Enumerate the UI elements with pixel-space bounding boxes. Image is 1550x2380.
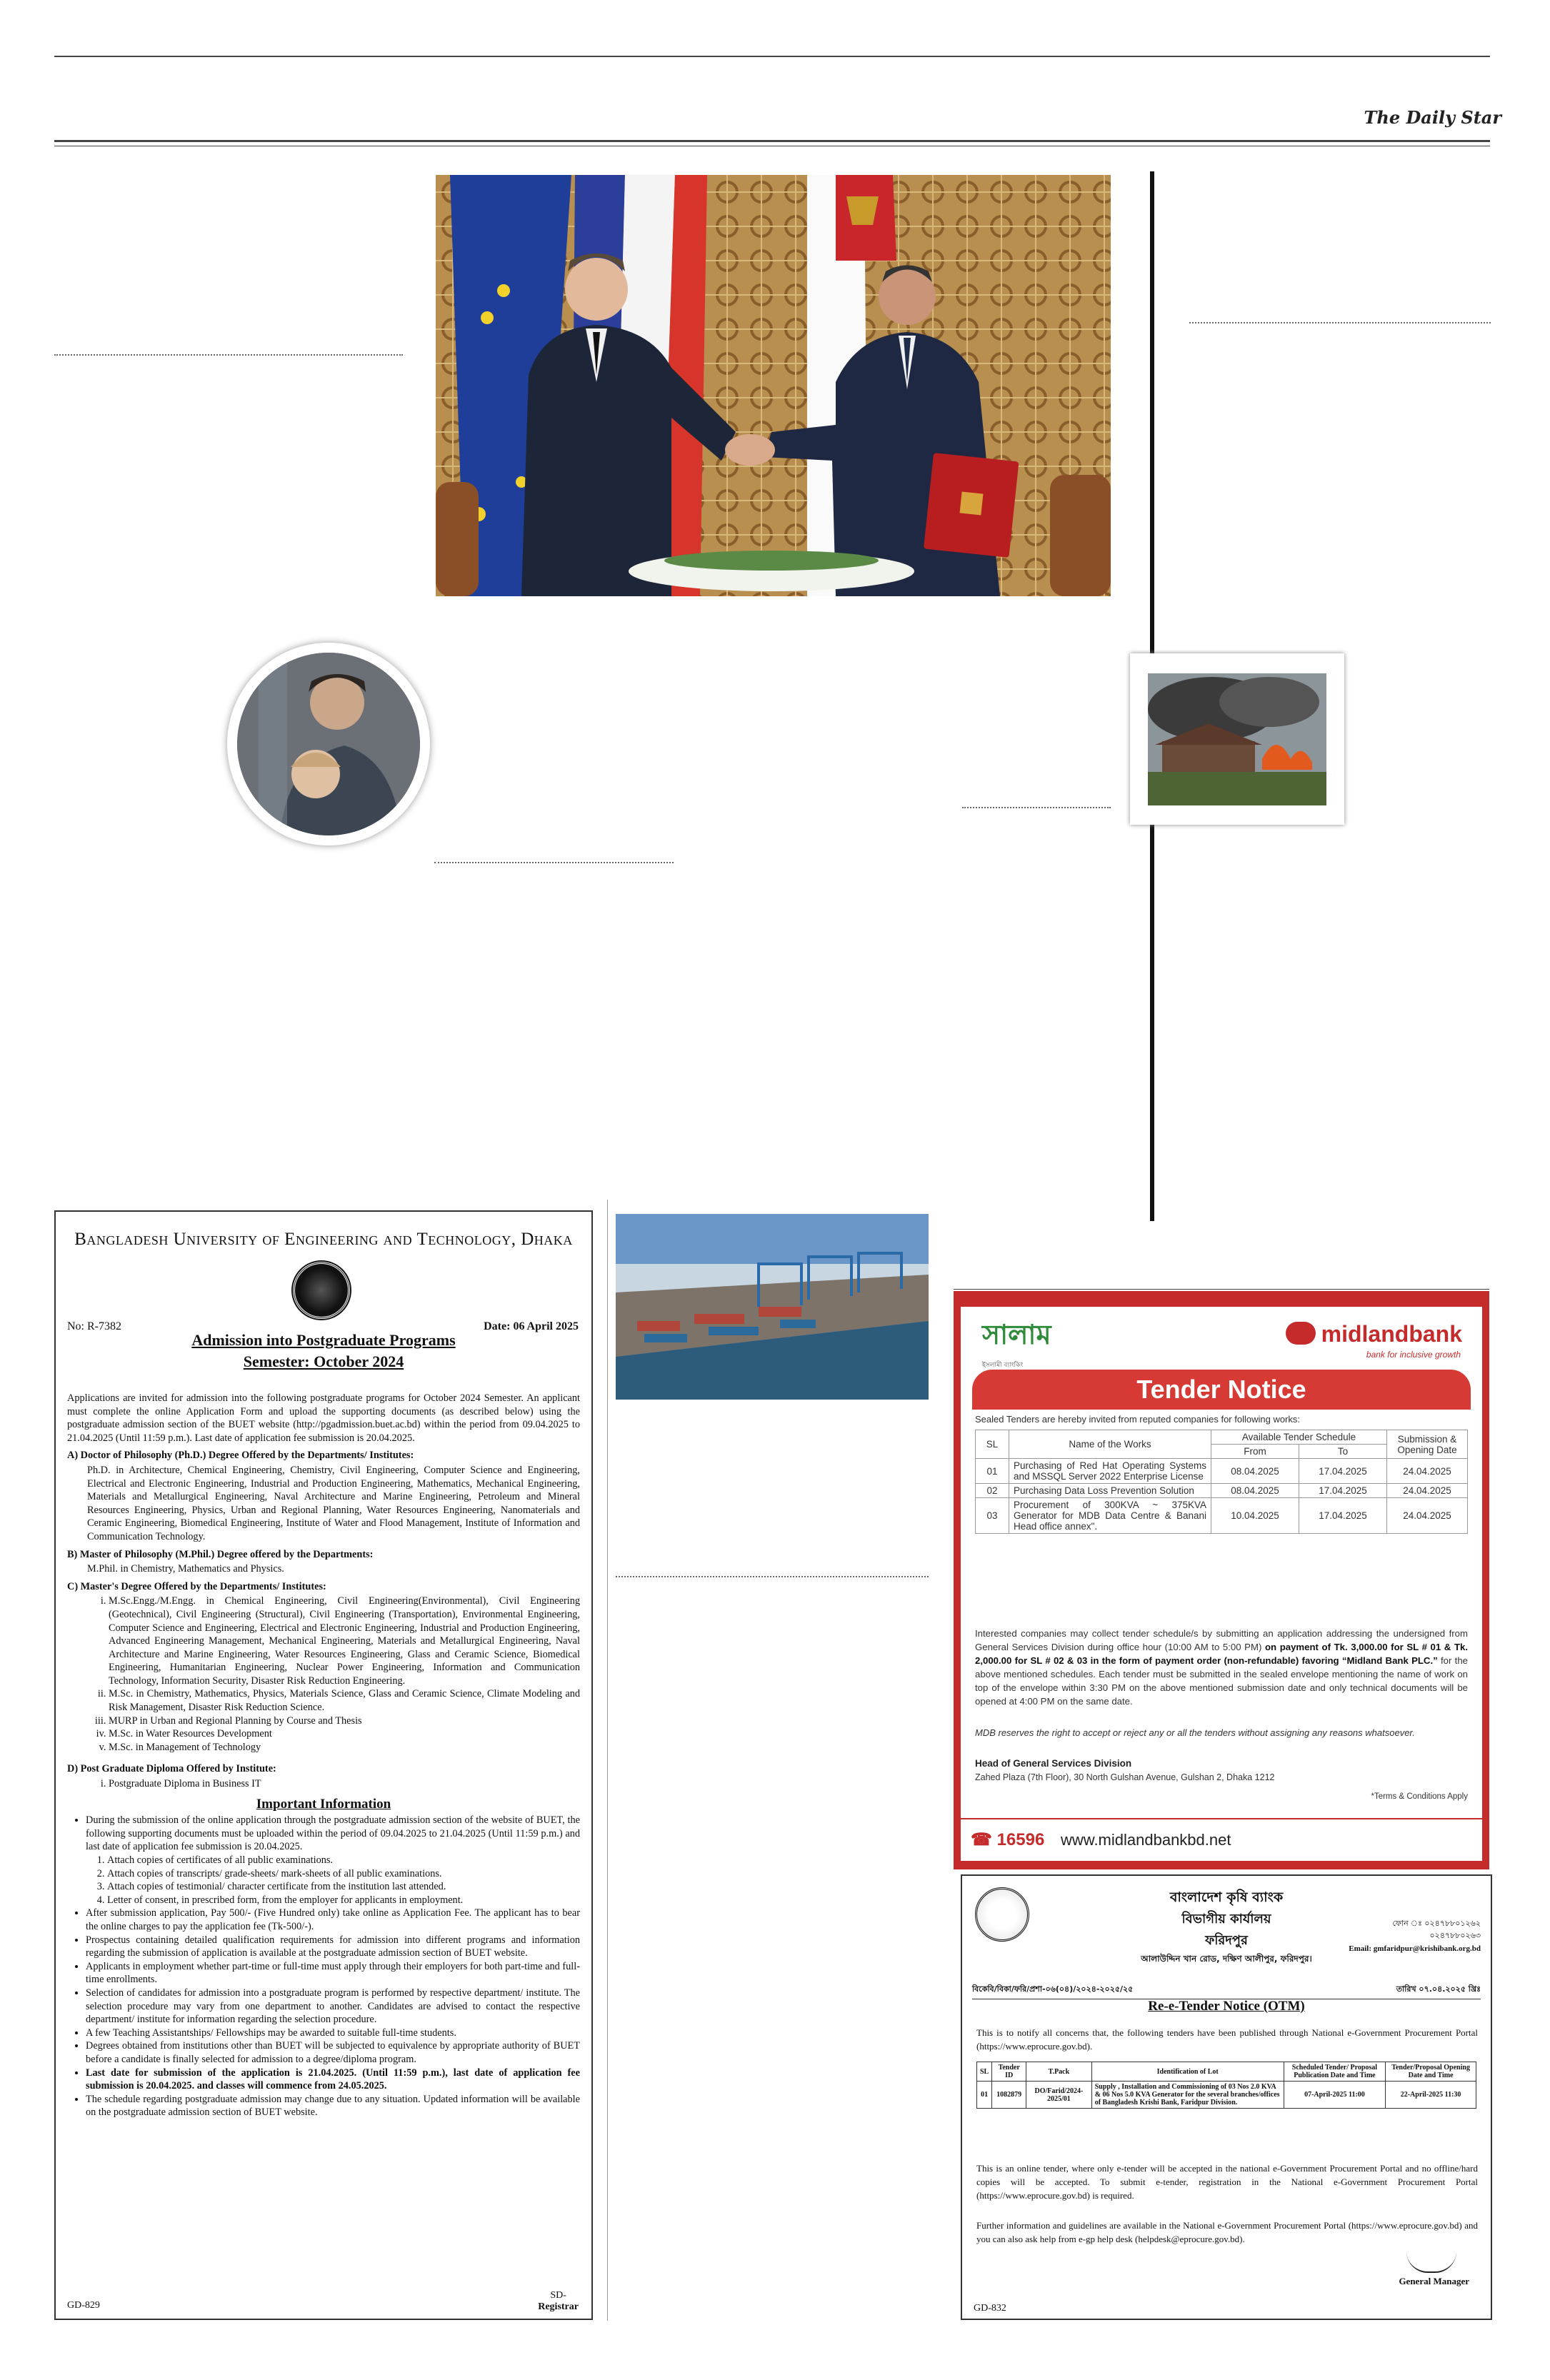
university-name: Bangladesh University of Engineering and Technology, Dhaka: [74, 1230, 573, 1249]
section-d-list: [87, 1777, 580, 1791]
title-line-1: Admission into Postgraduate Programs: [191, 1331, 456, 1349]
ad-body: [67, 1392, 580, 2119]
tender-table: [975, 1430, 1468, 1534]
col-header: Identification of Lot: [1091, 2062, 1284, 2082]
col-header: SL: [976, 1430, 1009, 1459]
cell: 17.04.2025: [1299, 1459, 1387, 1484]
list-item: • After submission application, Pay 500/- (Five Hundred only) take online as Application Fee. The applicant has to bear the online charges to pay the application fee (Tk-500/-).: [86, 1907, 580, 1933]
top-rule: [54, 56, 1490, 57]
phone-icon: ☎: [971, 1830, 992, 1849]
important-title: Important Information: [256, 1796, 391, 1812]
midland-footer: [961, 1818, 1482, 1861]
list-item: [86, 1814, 580, 1907]
list-item: • Prospectus containing detailed qualification requirements for admission into different programs and information regarding the submission of application is available at the postgraduate admission section of BUET website.: [86, 1934, 580, 1960]
cell: Purchasing Data Loss Prevention Solution: [1009, 1484, 1211, 1498]
islamic-logo-text: সালাম: [982, 1318, 1051, 1350]
tender-instructions: [975, 1627, 1468, 1708]
col-header: Submission & Opening Date: [1387, 1430, 1468, 1459]
divider: [962, 807, 1111, 808]
notice-intro: This is to notify all concerns that, the following tenders have been published through National e-Government Procurement Portal (https://www.eprocure.gov.bd).: [976, 2027, 1478, 2052]
phone-2: ০২৪৭৮৮০২৬৩: [1429, 1931, 1481, 1940]
list-item-text: During the submission of the online application through the postgraduate admission section of the website of BUET, the following supporting documents must be uploaded within the period of 09.04.2025 to 21.04.2025 (Until 11:59 p.m.) and last date of application fee submission is 20.04.2025.: [86, 1814, 580, 1853]
midland-ad-inner: [961, 1307, 1482, 1861]
reserve-clause: MDB reserves the right to accept or reject any or all the tenders without assigning any reasons whatsoever.: [975, 1727, 1415, 1738]
midland-logo-icon: [1286, 1322, 1316, 1345]
section-a-title: A) Doctor of Philosophy (Ph.D.) Degree Offered by the Departments/ Institutes:: [67, 1450, 414, 1462]
further-info-paragraph: Further information and guidelines are available in the National e-Government Procurement Portal (https://www.eprocure.gov.bd) and you can also ask help from e-gp help desk (helpdesk@eprocure.gov.bd).: [976, 2220, 1478, 2244]
divider: [54, 354, 403, 356]
re-tender-table: [976, 2062, 1476, 2109]
tender-intro: Sealed Tenders are hereby invited from reputed companies for following works:: [975, 1414, 1300, 1425]
col-header: Available Tender Schedule: [1211, 1430, 1387, 1445]
list-item: v. M.Sc. in Management of Technology: [109, 1741, 580, 1754]
section-a-body: Ph.D. in Architecture, Chemical Engineering, Chemistry, Civil Engineering, Computer Science and Engineering, Electrical and Electronic Engineering, Industrial and Production Engineering, Mathematics, Mechanical Engineering, Materials and Metallurgical Engineering, Naval Architecture and Marine Engineering, Petroleum and Mineral Resources Engineering, Physics, Urban and Regional Planning, Water Resources Engineering, Nanomaterials and Ceramic Engineering, Biomedical Engineering, Institute of Water and Flood Management, Institute of Information and Communication Technology.: [87, 1464, 580, 1542]
midland-brand: [1286, 1321, 1462, 1347]
column-separator-lower: [607, 1200, 608, 2321]
col-header: SL: [977, 2062, 992, 2082]
list-item: • The schedule regarding postgraduate admission may change due to any situation. Updated information will be available on the postgraduate admission section of BUET website.: [86, 2093, 580, 2119]
list-item: i. M.Sc.Engg./M.Engg. in Chemical Engineering, Civil Engineering(Environmental), Civil Engineering (Geotechnical), Civil Engineering (Structural), Civil Engineering (Transportation), Environmental Engineering, Computer Science and Engineering, Electrical and Electronic Engineering, Industrial and Production Engineering, Advanced Engineering Management, Mechanical Engineering, Materials and Metallurgical Engineering, Naval Architecture and Marine Engineering, Water Resources Engineering, Glass and Ceramic Science, Biomedical Engineering, Humanitarian Engineering, Nuclear Power Engineering, Information and Communication Technology, Information Security, Disaster Risk Reduction Engineering.: [109, 1595, 580, 1687]
cell: Procurement of 300KVA ~ 375KVA Generator for MDB Data Centre & Banani Head office annex".: [1009, 1498, 1211, 1534]
krishi-bank-tender-ad: [961, 1874, 1492, 2320]
title-line-2: Semester: October 2024: [243, 1352, 404, 1370]
handshake-photo: [436, 175, 1111, 596]
section-b-body: M.Phil. in Chemistry, Mathematics and Physics.: [87, 1563, 284, 1575]
islamic-banking-logo: [982, 1314, 1061, 1369]
address: Zahed Plaza (7th Floor), 30 North Gulshan Avenue, Gulshan 2, Dhaka 1212: [975, 1772, 1275, 1782]
list-item: iii. MURP in Urban and Regional Planning by Course and Thesis: [109, 1714, 580, 1728]
city-name: ফরিদপুর: [1205, 1933, 1248, 1948]
signature-sd: SD-: [550, 2290, 566, 2301]
important-list: [67, 1814, 580, 2119]
list-item: • A few Teaching Assistantships/ Fellowships may be awarded to suitable full-time students.: [86, 2027, 580, 2040]
payment-terms: on payment of Tk. 3,000.00 for SL # 01 & Tk. 2,000.00 for SL # 02 & 03 in the form of payment order (non-refundable) favoring “Midland Bank PLC.”: [975, 1642, 1468, 1666]
phone-numbers: [1392, 1917, 1481, 1942]
signatory: Registrar: [538, 2301, 579, 2312]
cell: 01: [977, 2082, 992, 2109]
divider: [1189, 322, 1491, 323]
phone-1: ফোন ঃ ০২৪৭৮৮০১২৬২: [1392, 1919, 1481, 1928]
section-c-list: [87, 1595, 580, 1754]
masthead: The Daily Star: [1364, 107, 1501, 128]
list-item: • Applicants in employment whether part-time or full-time must apply through their employers for both part-time and full-time enrollments.: [86, 1960, 580, 1987]
list-item: 2. Attach copies of transcripts/ grade-sheets/ mark-sheets of all public examinations.: [107, 1867, 580, 1881]
cell: 02: [976, 1484, 1009, 1498]
instructions-text-end: for the above mentioned schedules. Each tender must be submitted in the sealed envelope mentioning the name of work on top of the envelope within 3:30 PM on the above mentioned submission date and only technical documents will be opened at 4:00 PM on the same date.: [975, 1655, 1468, 1707]
col-header: Tender/Proposal Opening Date and Time: [1386, 2062, 1476, 2082]
memo-number: বিকেবি/বিকা/ফরি/প্রশা-০৬(০৪)/২০২৪-২০২৫/২৫: [972, 1984, 1134, 1994]
col-header: T.Pack: [1026, 2062, 1092, 2082]
buet-admission-ad: [54, 1210, 593, 2320]
list-item: 4. Letter of consent, in prescribed form, from the employer for applicants in employment.: [107, 1894, 580, 1907]
port-photo: [616, 1214, 929, 1400]
hotline: [971, 1829, 1044, 1850]
col-header: Scheduled Tender/ Proposal Publication Date and Time: [1284, 2062, 1385, 2082]
website: www.midlandbankbd.net: [1061, 1831, 1231, 1849]
cell: 24.04.2025: [1387, 1498, 1468, 1534]
header-rule-1: [54, 140, 1490, 142]
cell: 24.04.2025: [1387, 1459, 1468, 1484]
list-item: • Selection of candidates for admission into a postgraduate program is performed by respective department/ institute. The selection procedure may vary from one department to another. Candidates are advised to contact the respective department/ institute for information regarding the selection procedure.: [86, 1987, 580, 2027]
divider: [616, 1576, 929, 1577]
gd-number: GD-832: [974, 2303, 1006, 2314]
memo-date: তারিখ ০৭.০৪.২০২৫ খ্রিঃ: [1396, 1984, 1481, 1994]
col-header: To: [1299, 1445, 1387, 1459]
ref-number: No: R-7382: [67, 1320, 121, 1332]
ad-date: Date: 06 April 2025: [484, 1320, 579, 1332]
signatory: Head of General Services Division: [975, 1758, 1132, 1769]
signature-block: [538, 2290, 579, 2313]
cell: 08.04.2025: [1211, 1459, 1299, 1484]
office-address: আলাউদ্দিন খান রোড, দক্ষিণ আলীপুর, ফরিদপুর।: [1141, 1954, 1312, 1964]
cell: 08.04.2025: [1211, 1484, 1299, 1498]
cell: 24.04.2025: [1387, 1484, 1468, 1498]
divider: [434, 862, 674, 863]
midland-tender-ad: [954, 1291, 1489, 1869]
col-header: From: [1211, 1445, 1299, 1459]
cell: DO/Farid/2024-2025/01: [1026, 2082, 1092, 2109]
circular-inset-photo: [227, 643, 430, 845]
cell: 07-April-2025 11:00: [1284, 2082, 1385, 2109]
fire-photo: [1130, 653, 1344, 825]
islamic-logo-sub: ইসলামী ব্যাংকিং: [982, 1362, 1024, 1369]
instructions-text: Interested companies may collect tender schedule/s by submitting an application addressing the undersigned from General Services Division during office hour (10:00 AM to 5:00 PM): [975, 1628, 1468, 1652]
list-item: • Degrees obtained from institutions other than BUET will be subjected to equivalence by appropriate authority of BUET before a candidate is finally selected for admission to a degree/diploma program.: [86, 2039, 580, 2066]
col-header: Name of the Works: [1009, 1430, 1211, 1459]
cell: 01: [976, 1459, 1009, 1484]
section-d-title: D) Post Graduate Diploma Offered by Institute:: [67, 1763, 276, 1775]
intro-paragraph: Applications are invited for admission into the following postgraduate programs for October 2024 Semester. An applicant must complete the online Application Form and upload the supporting documents (as described below) using the postgraduate admission section of the BUET website (http://pgadmission.buet.ac.bd) within the period from 09.04.2025 to 21.04.2025 (Until 11:59 p.m.). Last date of application fee submission is 20.04.2025.: [67, 1392, 580, 1444]
hotline-number: 16596: [996, 1830, 1045, 1849]
online-tender-paragraph: This is an online tender, where only e-tender will be accepted in the national e-Government Procurement Portal and no offline/hard copies will be accepted. To submit e-tender, registration in the National e-Government Procurement Portal (https://www.eprocure.gov.bd) is required.: [976, 2163, 1478, 2201]
table-row: [977, 2082, 1476, 2109]
table-row: [976, 1459, 1468, 1484]
tender-notice-banner: Tender Notice: [972, 1370, 1471, 1410]
cell: 17.04.2025: [1299, 1484, 1387, 1498]
divider: [954, 1289, 1489, 1290]
cell: Purchasing of Red Hat Operating Systems and MSSQL Server 2022 Enterprise License: [1009, 1459, 1211, 1484]
list-item: ii. M.Sc. in Chemistry, Mathematics, Physics, Materials Science, Glass and Ceramic Science, Climate Modeling and Risk Management, Disaster Risk Reduction Science.: [109, 1687, 580, 1714]
list-item: iv. M.Sc. in Water Resources Development: [109, 1727, 580, 1741]
list-item: • Last date for submission of the application is 21.04.2025. (Until 11:59 p.m.), last date of application fee submission is 20.04.2025. and classes will commence from 24.05.2025.: [86, 2067, 580, 2093]
terms-note: *Terms & Conditions Apply: [1371, 1792, 1468, 1801]
documents-list: [86, 1854, 580, 1907]
memo-line: [972, 1983, 1481, 1999]
ad-title: [56, 1330, 591, 1372]
cell: 1082879: [992, 2082, 1026, 2109]
list-item: 3. Attach copies of testimonial/ character certificate from the institution last attended.: [107, 1880, 580, 1894]
col-header: Tender ID: [992, 2062, 1026, 2082]
cell: Supply , Installation and Commissioning of 03 Nos 2.0 KVA & 06 Nos 5.0 KVA Generator for the several branches/offices of Bangladesh Krishi Bank, Faridpur Division.: [1091, 2082, 1284, 2109]
table-row: [976, 1484, 1468, 1498]
section-c-title: C) Master's Degree Offered by the Departments/ Institutes:: [67, 1580, 326, 1592]
buet-seal-icon: [293, 1262, 350, 1319]
signature-mark: [1406, 2247, 1456, 2273]
cell: 03: [976, 1498, 1009, 1534]
table-row: [976, 1498, 1468, 1534]
office-name: বিভাগীয় কার্যালয়: [1181, 1912, 1271, 1927]
list-item: i. Postgraduate Diploma in Business IT: [109, 1777, 580, 1791]
brand-name: midlandbank: [1321, 1321, 1462, 1347]
cell: 17.04.2025: [1299, 1498, 1387, 1534]
bank-name: বাংলাদেশ কৃষি ব্যাংক: [1169, 1889, 1284, 1905]
gd-number: GD-829: [67, 2300, 100, 2311]
cell: 22-April-2025 11:30: [1386, 2082, 1476, 2109]
notice-title: Re-e-Tender Notice (OTM): [1148, 1999, 1305, 2014]
brand-tagline: bank for inclusive growth: [1366, 1350, 1461, 1360]
email: Email: gmfaridpur@krishibank.org.bd: [1349, 1944, 1481, 1953]
cell: 10.04.2025: [1211, 1498, 1299, 1534]
section-b-title: B) Master of Philosophy (M.Phil.) Degree offered by the Departments:: [67, 1548, 374, 1560]
signatory: General Manager: [1399, 2276, 1469, 2286]
list-item: 1. Attach copies of certificates of all public examinations.: [107, 1854, 580, 1867]
